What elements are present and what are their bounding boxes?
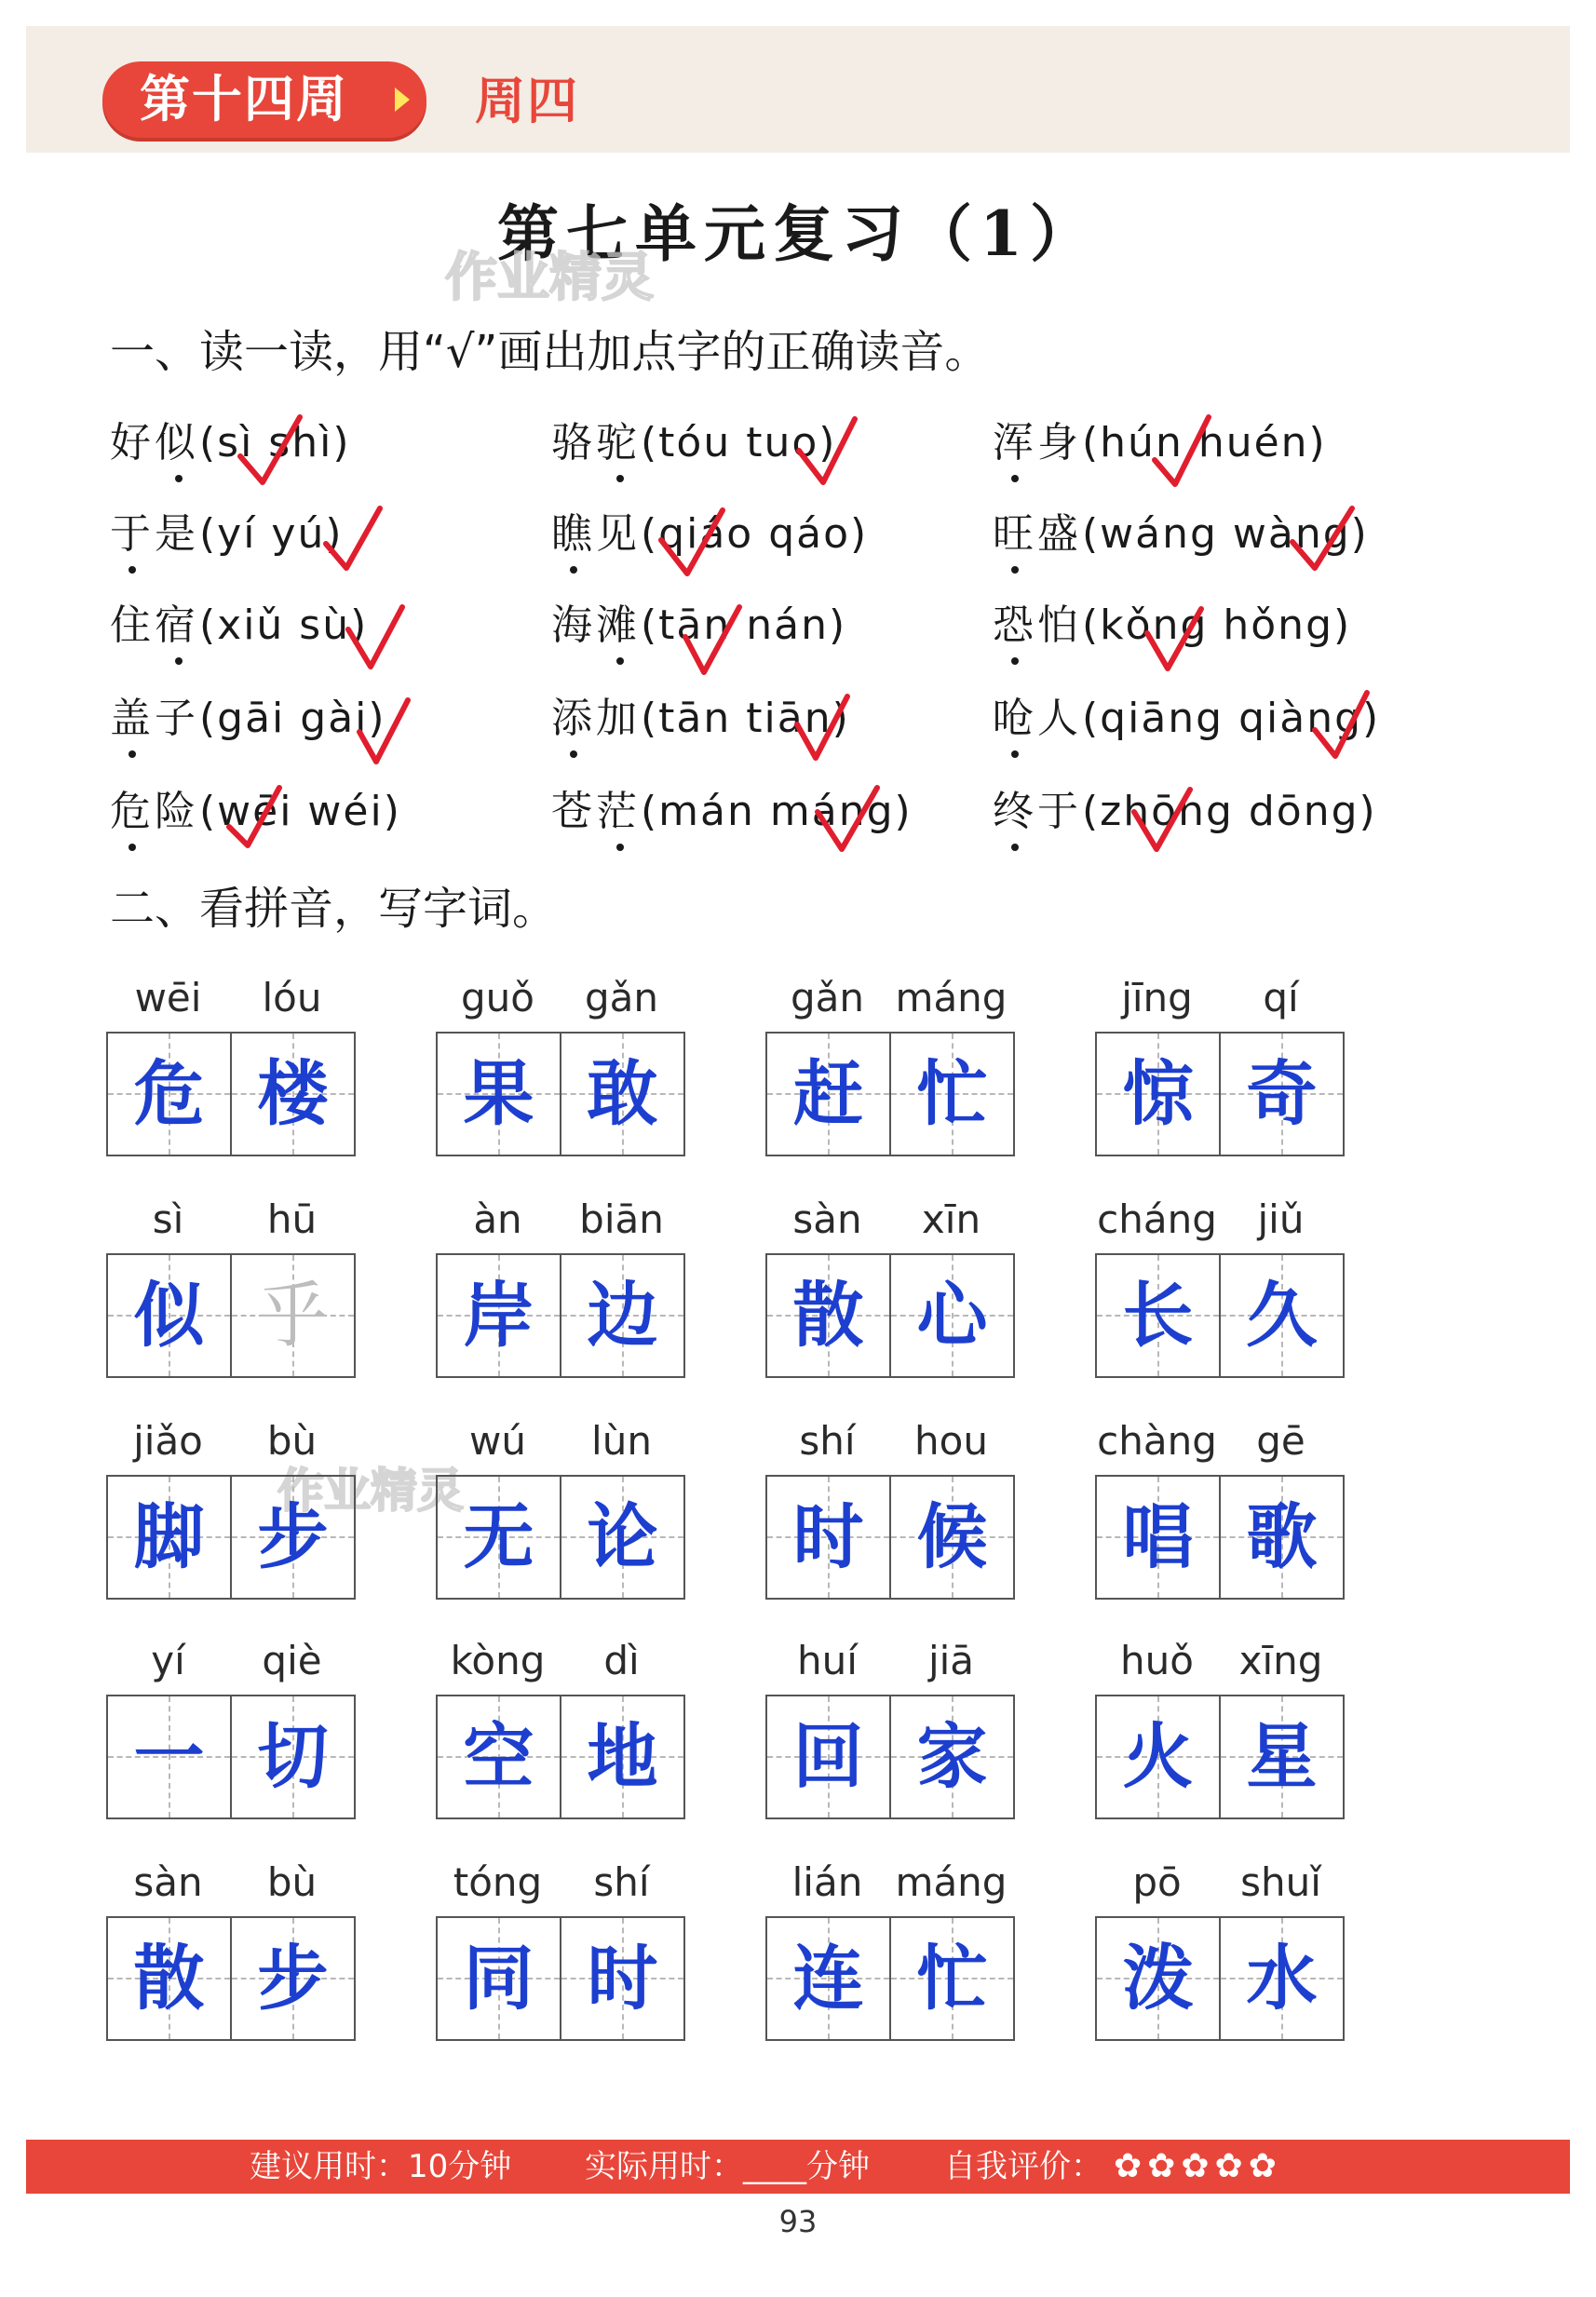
tianzige-grid: [1095, 1916, 1345, 2041]
cell-divider: [560, 1477, 561, 1598]
word-entry: [436, 972, 683, 1158]
pinyin-label: shí: [799, 1418, 856, 1464]
cell-divider: [889, 1255, 891, 1376]
cell-divider: [560, 1696, 561, 1817]
tianzige-grid: [106, 1916, 356, 2041]
written-character: 步: [257, 1937, 329, 2020]
list-item: [110, 592, 557, 659]
writing-cell[interactable]: [438, 1477, 560, 1598]
tianzige-grid: [1095, 1253, 1345, 1378]
written-character: 时: [792, 1495, 864, 1578]
written-character: 岸: [463, 1274, 534, 1357]
word-entry: [106, 1857, 354, 2043]
written-character: 无: [463, 1495, 534, 1578]
reading-options: (tóu tuo): [641, 419, 837, 466]
list-item: [551, 685, 998, 752]
word-entry: [765, 1635, 1013, 1821]
word-entry: [106, 1635, 354, 1821]
written-character: 心: [916, 1274, 988, 1357]
writing-cell[interactable]: [108, 1477, 230, 1598]
reading-options: (hún huén): [1082, 419, 1327, 466]
cell-divider: [230, 1034, 232, 1155]
word-entry: [765, 1857, 1013, 2043]
self-evaluation-label: 自我评价：: [944, 2148, 1102, 2185]
written-character: 一: [133, 1715, 205, 1798]
pinyin-label: qí: [1263, 975, 1299, 1020]
writing-cell[interactable]: [438, 1255, 560, 1376]
pinyin-label: lùn: [591, 1418, 652, 1464]
tianzige-grid: [765, 1032, 1015, 1156]
list-item: [110, 778, 557, 845]
word: 海滩: [551, 601, 641, 649]
word-entry: [1095, 1857, 1343, 2043]
written-character: 候: [916, 1495, 988, 1578]
writing-cell[interactable]: [438, 1918, 560, 2039]
tianzige-grid: [106, 1695, 356, 1819]
written-character: 脚: [133, 1495, 205, 1578]
watermark: 作业精灵: [277, 1464, 464, 1518]
writing-cell[interactable]: [108, 1696, 230, 1817]
written-character: 回: [792, 1715, 864, 1798]
writing-cell[interactable]: [891, 1034, 1013, 1155]
writing-cell[interactable]: [232, 1255, 354, 1376]
writing-cell[interactable]: [561, 1034, 683, 1155]
word: 瞧见: [551, 510, 641, 558]
cell-divider: [230, 1255, 232, 1376]
weekday-label: 周四: [475, 72, 579, 130]
written-character: 乎: [257, 1274, 329, 1357]
tianzige-grid: [436, 1032, 685, 1156]
section-1-title: 一、读一读，用“√”画出加点字的正确读音。: [110, 326, 990, 378]
written-character: 散: [792, 1274, 864, 1357]
written-character: 奇: [1246, 1052, 1318, 1135]
written-character: 火: [1122, 1715, 1194, 1798]
emphasis-dot: [128, 566, 136, 574]
flower-icon[interactable]: ✿: [1114, 2147, 1143, 2185]
tianzige-grid: [765, 1475, 1015, 1600]
writing-cell[interactable]: [891, 1477, 1013, 1598]
watermark: 作业精灵: [445, 248, 654, 308]
reading-options: (xiǔ sù): [199, 601, 369, 649]
writing-cell[interactable]: [232, 1034, 354, 1155]
writing-cell[interactable]: [438, 1034, 560, 1155]
written-character: 空: [463, 1715, 534, 1798]
pinyin-label: gǎn: [584, 975, 659, 1020]
word-entry: [1095, 1415, 1343, 1601]
pinyin-label: wēi: [134, 975, 202, 1020]
tianzige-grid: [1095, 1695, 1345, 1819]
emphasis-dot: [616, 657, 624, 665]
list-item: [993, 685, 1440, 752]
tianzige-grid: [1095, 1475, 1345, 1600]
cell-divider: [1219, 1034, 1221, 1155]
cell-divider: [1219, 1918, 1221, 2039]
list-item: [110, 685, 557, 752]
emphasis-dot: [570, 566, 577, 574]
word-entry: [106, 1194, 354, 1380]
word: 骆驼: [551, 419, 641, 466]
pinyin-label: guǒ: [461, 975, 534, 1020]
reading-options: (yí yú): [199, 510, 344, 558]
list-item: [551, 592, 998, 659]
pinyin-label: gē: [1256, 1418, 1305, 1464]
reading-options: (tān tiān): [641, 695, 850, 742]
pinyin-label: qiè: [262, 1638, 322, 1683]
pinyin-label: lóu: [262, 975, 322, 1020]
cell-divider: [230, 1696, 232, 1817]
flower-icon[interactable]: ✿: [1147, 2147, 1176, 2185]
word: 盖子: [110, 695, 199, 742]
reading-options: (mán máng): [641, 788, 913, 835]
page-number: 93: [778, 2204, 818, 2239]
emphasis-dot: [570, 750, 577, 758]
word: 住宿: [110, 601, 199, 649]
tianzige-grid: [106, 1253, 356, 1378]
tianzige-grid: [1095, 1032, 1345, 1156]
word: 添加: [551, 695, 641, 742]
written-character: 论: [587, 1495, 658, 1578]
pinyin-label: hū: [266, 1196, 318, 1242]
pinyin-label: biān: [579, 1196, 664, 1242]
tianzige-grid: [106, 1475, 356, 1600]
pinyin-label: huí: [797, 1638, 858, 1683]
emphasis-dot: [1011, 844, 1019, 851]
list-item: [110, 410, 557, 477]
written-character: 同: [463, 1937, 534, 2020]
pinyin-label: lián: [791, 1859, 863, 1905]
written-character: 楼: [257, 1052, 329, 1135]
emphasis-dot: [175, 657, 183, 665]
word: 呛人: [993, 695, 1082, 742]
reading-options: (tān nán): [641, 601, 847, 649]
writing-cell[interactable]: [767, 1918, 889, 2039]
pinyin-label: pō: [1132, 1859, 1182, 1905]
cell-divider: [889, 1918, 891, 2039]
emphasis-dot: [175, 475, 183, 482]
written-character: 敢: [587, 1052, 658, 1135]
word: 旺盛: [993, 510, 1082, 558]
written-character: 长: [1122, 1274, 1194, 1357]
pinyin-label: shí: [593, 1859, 650, 1905]
writing-cell[interactable]: [891, 1255, 1013, 1376]
writing-cell[interactable]: [1221, 1255, 1343, 1376]
writing-cell[interactable]: [891, 1918, 1013, 2039]
word-entry: [765, 1415, 1013, 1601]
writing-cell[interactable]: [1097, 1696, 1219, 1817]
reading-options: (wēi wéi): [199, 788, 401, 835]
reading-options: (zhōng dōng): [1082, 788, 1377, 835]
reading-options: (kǒng hǒng): [1082, 601, 1352, 649]
pinyin-label: xīn: [921, 1196, 981, 1242]
word-entry: [1095, 1194, 1343, 1380]
cell-divider: [560, 1034, 561, 1155]
pinyin-label: bù: [266, 1418, 318, 1464]
pinyin-label: xīng: [1238, 1638, 1323, 1683]
cell-divider: [889, 1696, 891, 1817]
written-character: 时: [587, 1937, 658, 2020]
written-character: 地: [587, 1715, 658, 1798]
word-entry: [1095, 1635, 1343, 1821]
writing-cell[interactable]: [767, 1255, 889, 1376]
emphasis-dot: [616, 475, 624, 482]
writing-cell[interactable]: [108, 1918, 230, 2039]
pinyin-label: cháng: [1097, 1196, 1217, 1242]
reading-options: (gāi gài): [199, 695, 386, 742]
cell-divider: [889, 1477, 891, 1598]
list-item: [993, 410, 1440, 477]
cell-divider: [230, 1918, 232, 2039]
word-entry: [436, 1194, 683, 1380]
word: 苍茫: [551, 788, 641, 835]
written-character: 星: [1246, 1715, 1318, 1798]
written-character: 唱: [1122, 1495, 1194, 1578]
written-character: 水: [1246, 1937, 1318, 2020]
writing-cell[interactable]: [561, 1255, 683, 1376]
writing-cell[interactable]: [232, 1477, 354, 1598]
emphasis-dot: [128, 844, 136, 851]
emphasis-dot: [1011, 750, 1019, 758]
pinyin-label: yí: [151, 1638, 185, 1683]
list-item: [551, 778, 998, 845]
word: 浑身: [993, 419, 1082, 466]
pinyin-label: kòng: [450, 1638, 546, 1683]
written-character: 久: [1246, 1274, 1318, 1357]
word-entry: [765, 972, 1013, 1158]
pinyin-label: jiǔ: [1257, 1196, 1305, 1242]
triangle-right-icon: [395, 88, 410, 112]
written-character: 家: [916, 1715, 988, 1798]
word: 危险: [110, 788, 199, 835]
flower-icon[interactable]: ✿: [1248, 2147, 1277, 2185]
tianzige-grid: [436, 1695, 685, 1819]
emphasis-dot: [128, 750, 136, 758]
written-character: 惊: [1122, 1052, 1194, 1135]
writing-cell[interactable]: [767, 1034, 889, 1155]
tianzige-grid: [765, 1695, 1015, 1819]
written-character: 忙: [916, 1937, 988, 2020]
written-character: 边: [587, 1274, 658, 1357]
word-entry: [436, 1635, 683, 1821]
cell-divider: [560, 1255, 561, 1376]
writing-cell[interactable]: [561, 1477, 683, 1598]
cell-divider: [1219, 1477, 1221, 1598]
reading-options: (qiāng qiàng): [1082, 695, 1381, 742]
tianzige-grid: [436, 1475, 685, 1600]
actual-time: 实际用时：____分钟: [585, 2148, 870, 2185]
writing-cell[interactable]: [1221, 1918, 1343, 2039]
pinyin-label: sàn: [792, 1196, 862, 1242]
section-2-title: 二、看拼音，写字词。: [110, 883, 558, 935]
pinyin-label: shuǐ: [1240, 1859, 1321, 1905]
word-entry: [765, 1194, 1013, 1380]
pinyin-label: jīng: [1121, 975, 1193, 1020]
tianzige-grid: [436, 1253, 685, 1378]
pinyin-label: wú: [469, 1418, 526, 1464]
writing-cell[interactable]: [561, 1918, 683, 2039]
pinyin-label: chàng: [1097, 1418, 1217, 1464]
rating-stars[interactable]: [1114, 2149, 1282, 2184]
written-character: 果: [463, 1052, 534, 1135]
writing-cell[interactable]: [1097, 1918, 1219, 2039]
writing-cell[interactable]: [232, 1696, 354, 1817]
pinyin-label: bù: [266, 1859, 318, 1905]
written-character: 赶: [792, 1052, 864, 1135]
written-character: 散: [133, 1937, 205, 2020]
page-title: 第七单元复习（1）: [497, 197, 1099, 270]
cell-divider: [560, 1918, 561, 2039]
written-character: 忙: [916, 1052, 988, 1135]
written-character: 步: [257, 1495, 329, 1578]
flower-icon[interactable]: ✿: [1214, 2147, 1243, 2185]
writing-cell[interactable]: [108, 1255, 230, 1376]
emphasis-dot: [1011, 657, 1019, 665]
writing-cell[interactable]: [1097, 1255, 1219, 1376]
pinyin-label: àn: [473, 1196, 522, 1242]
tianzige-grid: [106, 1032, 356, 1156]
list-item: [993, 592, 1440, 659]
writing-cell[interactable]: [1221, 1034, 1343, 1155]
word: 恐怕: [993, 601, 1082, 649]
word-entry: [1095, 972, 1343, 1158]
writing-cell[interactable]: [1221, 1696, 1343, 1817]
reading-options: (qiáo qáo): [641, 510, 869, 558]
list-item: [110, 501, 557, 568]
written-character: 连: [792, 1937, 864, 2020]
week-label: 第十四周: [140, 70, 348, 128]
writing-cell[interactable]: [1221, 1477, 1343, 1598]
word: 终于: [993, 788, 1082, 835]
emphasis-dot: [1011, 566, 1019, 574]
pinyin-label: máng: [895, 975, 1008, 1020]
pinyin-label: gǎn: [790, 975, 865, 1020]
written-character: 危: [133, 1052, 205, 1135]
word-entry: [106, 972, 354, 1158]
cell-divider: [1219, 1255, 1221, 1376]
word: 于是: [110, 510, 199, 558]
suggested-time: 建议用时：10分钟: [250, 2148, 512, 2185]
reading-options: (sì shì): [199, 419, 351, 466]
cell-divider: [889, 1034, 891, 1155]
cell-divider: [230, 1477, 232, 1598]
writing-cell[interactable]: [108, 1034, 230, 1155]
reading-options: (wáng wàng): [1082, 510, 1369, 558]
pinyin-label: jiā: [927, 1638, 975, 1683]
writing-cell[interactable]: [767, 1477, 889, 1598]
flower-icon[interactable]: ✿: [1181, 2147, 1210, 2185]
writing-cell[interactable]: [438, 1696, 560, 1817]
written-character: 似: [133, 1274, 205, 1357]
word-entry: [436, 1415, 683, 1601]
writing-cell[interactable]: [561, 1696, 683, 1817]
list-item: [551, 501, 998, 568]
written-character: 歌: [1246, 1495, 1318, 1578]
cell-divider: [1219, 1696, 1221, 1817]
pinyin-label: dì: [603, 1638, 640, 1683]
pinyin-label: sì: [152, 1196, 184, 1242]
pinyin-label: sàn: [133, 1859, 203, 1905]
tianzige-grid: [436, 1916, 685, 2041]
pinyin-label: jiǎo: [133, 1418, 203, 1464]
written-character: 切: [257, 1715, 329, 1798]
tianzige-grid: [765, 1253, 1015, 1378]
week-badge: [102, 61, 426, 138]
pinyin-label: huǒ: [1120, 1638, 1194, 1683]
pinyin-label: máng: [895, 1859, 1008, 1905]
pinyin-label: hou: [914, 1418, 988, 1464]
writing-cell[interactable]: [232, 1918, 354, 2039]
tianzige-grid: [765, 1916, 1015, 2041]
word-entry: [106, 1415, 354, 1601]
written-character: 泼: [1122, 1937, 1194, 2020]
writing-cell[interactable]: [767, 1696, 889, 1817]
writing-cell[interactable]: [1097, 1477, 1219, 1598]
pinyin-label: tóng: [453, 1859, 543, 1905]
emphasis-dot: [1011, 475, 1019, 482]
emphasis-dot: [616, 844, 624, 851]
footer-band: [26, 2140, 1570, 2194]
writing-cell[interactable]: [1097, 1034, 1219, 1155]
list-item: [551, 410, 998, 477]
writing-cell[interactable]: [891, 1696, 1013, 1817]
list-item: [993, 501, 1440, 568]
word: 好似: [110, 419, 199, 466]
list-item: [993, 778, 1440, 845]
word-entry: [436, 1857, 683, 2043]
